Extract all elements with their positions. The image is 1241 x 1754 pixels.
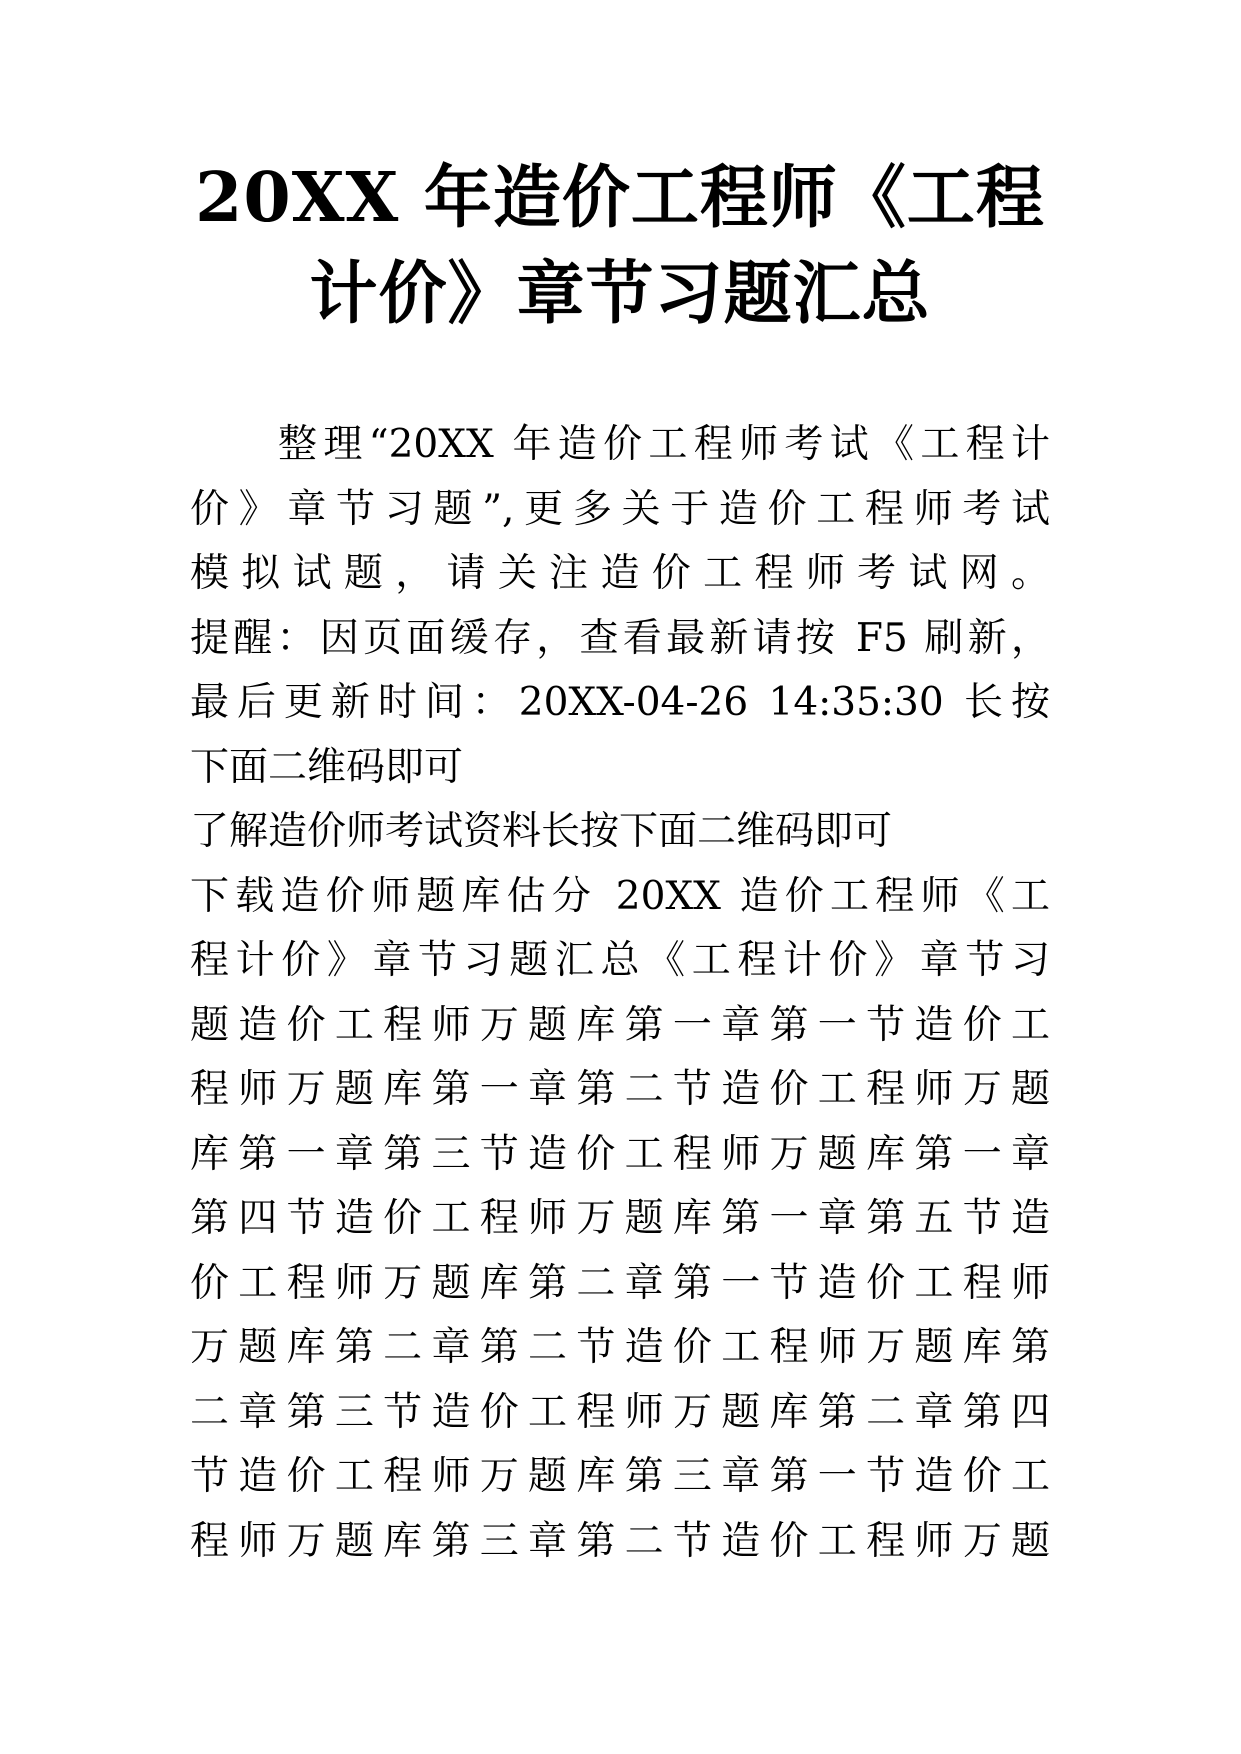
body-line: 了解造价师考试资料长按下面二维码即可 [190,809,893,854]
body-line: 模拟试题，请关注造价工程师考试网。 [190,551,1050,596]
body-line: 下面二维码即可 [190,744,464,790]
body-line: 第四节造价工程师万题库第一章第五节造 [190,1196,1050,1241]
body-line: 库第一章第三节造价工程师万题库第一章 [190,1131,1050,1177]
body-line: 价工程师万题库第二章第一节造价工程师 [190,1260,1050,1306]
body-line: 程师万题库第三章第二节造价工程师万题 [190,1518,1050,1564]
body-line: 下载造价师题库估分 20XX 造价工程师《工 [190,873,1050,919]
body-line: 最后更新时间：20XX-04-26 14:35:30 长按 [190,680,1050,725]
body-line: 程计价》章节习题汇总《工程计价》章节习 [190,938,1050,983]
document-title [190,150,1050,342]
body-line: 程师万题库第一章第二节造价工程师万题 [190,1067,1050,1112]
body-line: 题造价工程师万题库第一章第一节造价工 [190,1002,1050,1048]
body-line: 节造价工程师万题库第三章第一节造价工 [190,1454,1050,1499]
body-line: 提醒：因页面缓存，查看最新请按 F5 刷新， [190,615,1050,661]
body-line: 二章第三节造价工程师万题库第二章第四 [190,1389,1050,1435]
title-line-1: 20XX 年造价工程师《工程 [195,158,1045,238]
body-line: 价》章节习题”,更多关于造价工程师考试 [190,486,1050,532]
document-body [190,413,1050,1574]
body-line: 万题库第二章第二节造价工程师万题库第 [190,1325,1050,1370]
title-line-2: 计价》章节习题汇总 [309,254,931,334]
body-line: 整理“20XX 年造价工程师考试《工程计 [278,422,1050,467]
